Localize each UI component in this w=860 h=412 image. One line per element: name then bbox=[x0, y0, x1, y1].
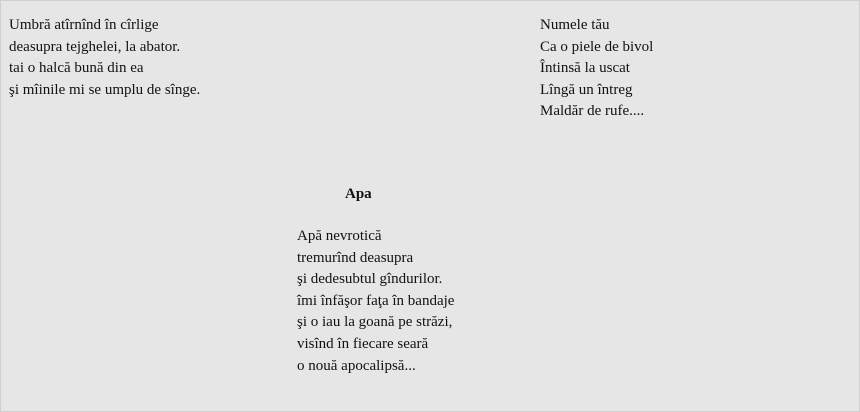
poem-line: Apă nevrotică bbox=[297, 228, 382, 244]
poem-line: visînd în fiecare seară bbox=[297, 335, 429, 352]
left-stanza bbox=[9, 15, 200, 101]
poem-line: şi dedesubtul gîndurilor. bbox=[297, 271, 443, 288]
poem-line: deasupra tejghelei, la abator. bbox=[9, 38, 181, 55]
poem-line: tremurînd deasupra bbox=[297, 249, 414, 266]
poem-line: o nouă apocalipsă... bbox=[297, 357, 416, 374]
poem-line: şi o iau la goană pe străzi, bbox=[297, 314, 453, 331]
poem-line: şi mîinile mi se umplu de sînge. bbox=[9, 81, 201, 98]
poem-line: Umbră atîrnînd în cîrlige bbox=[9, 17, 159, 33]
poem-line: Ca o piele de bivol bbox=[540, 38, 654, 55]
poem-title: Apa bbox=[345, 186, 372, 202]
poem-line: Întinsă la uscat bbox=[540, 60, 630, 77]
poem-line: Lîngă un întreg bbox=[540, 81, 633, 98]
poem-line: îmi înfăşor faţa în bandaje bbox=[297, 292, 455, 309]
poem-line: Maldăr de rufe.... bbox=[540, 103, 645, 120]
poem-line: Numele tău bbox=[540, 17, 610, 33]
poem-body bbox=[297, 226, 454, 377]
right-stanza bbox=[540, 15, 653, 123]
poem-line: tai o halcă bună din ea bbox=[9, 60, 144, 77]
